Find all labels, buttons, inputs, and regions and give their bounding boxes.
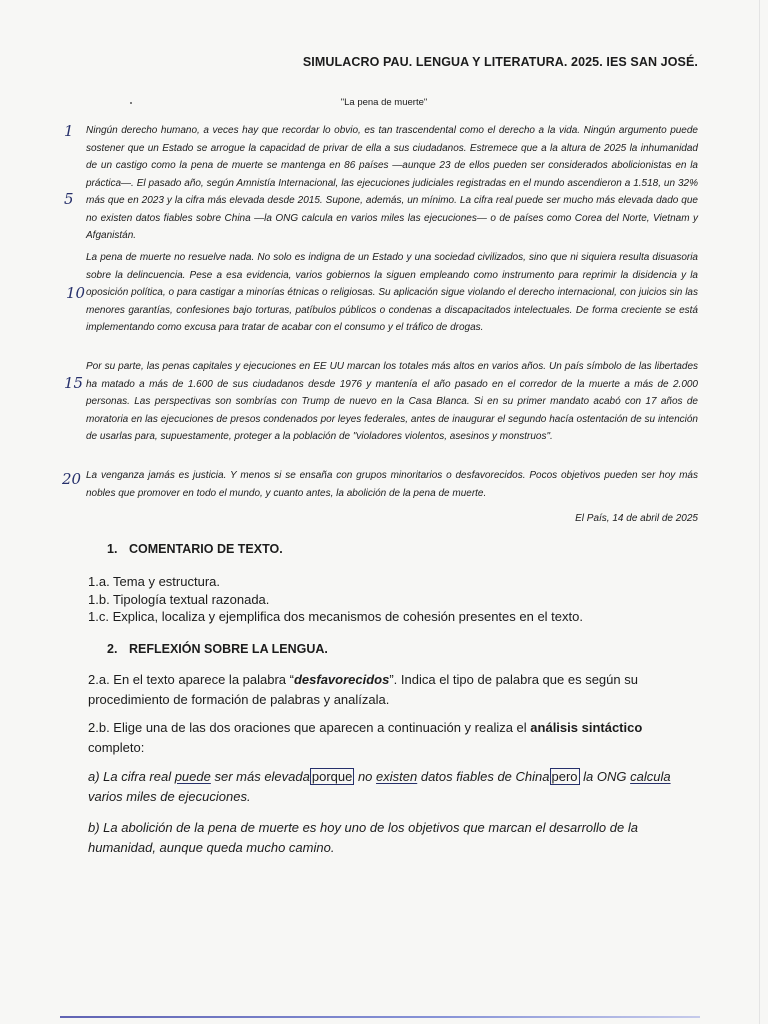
sentence-a-verb-existen: existen — [376, 769, 418, 784]
question-1a: 1.a. Tema y estructura. — [88, 574, 220, 589]
margin-number-10: 10 — [66, 284, 86, 302]
section-2-number: 2. — [107, 642, 118, 656]
question-2a-before: 2.a. En el texto aparece la palabra “ — [88, 672, 294, 687]
section-2-title: REFLEXIÓN SOBRE LA LENGUA. — [129, 642, 328, 656]
section-1-list — [88, 573, 583, 626]
article-paragraph-2: La pena de muerte no resuelve nada. No solo es indigna de un Estado y una sociedad civilizados, sino que ni siquiera resulta disuasoria sobre la delincuencia. Pese a esa evidencia, varios gobiernos la siguen empleando como instrumento para reprimir la disidencia y la oposición política, o para castigar a minorías étnicas o religiosas. Su aplicación sigue violando el derecho internacional, con juicios sin las menores garantías, confesiones bajo torturas, patíbulos públicos o condenas a discapacitados intelectuales. De forma creciente se está implementando como excusa para tratar de acabar con el consumo y el tráfico de drogas. — [86, 252, 698, 333]
scan-dot — [130, 102, 132, 104]
sentence-a-part: la ONG — [579, 769, 631, 784]
question-2b — [88, 718, 700, 758]
question-2b-before: 2.b. Elige una de las dos oraciones que aparecen a continuación y realiza el — [88, 720, 531, 735]
question-2a — [88, 670, 700, 710]
sentence-a-part: a) La cifra real — [88, 769, 175, 784]
sentence-a-part: no — [354, 769, 377, 784]
exam-header-title: SIMULACRO PAU. LENGUA Y LITERATURA. 2025. IES SAN JOSÉ. — [302, 55, 698, 69]
article-paragraph-4: La venganza jamás es justicia. Y menos si se ensaña con grupos minoritarios o desfavorecidos. Pocos objetivos pueden ser hoy más nobles que promover en todo el mundo, y cuanto antes, la abolición de la pena de muerte. — [86, 470, 698, 499]
scan-ink-line — [60, 1016, 700, 1018]
text-title: "La pena de muerte" — [340, 97, 428, 108]
article-source: El País, 14 de abril de 2025 — [575, 513, 698, 524]
sentence-a-conj-porque: porque — [311, 769, 353, 784]
sentence-a — [88, 767, 700, 807]
sentence-a-part: datos fiables de China — [417, 769, 550, 784]
sentence-a-verb-calcula: calcula — [630, 769, 671, 784]
question-2a-word: desfavorecidos — [293, 672, 390, 687]
section-2-heading — [107, 642, 328, 656]
section-1-number: 1. — [107, 542, 118, 556]
question-2b-after: completo: — [88, 740, 145, 755]
section-1-heading — [107, 542, 283, 556]
question-1c: 1.c. Explica, localiza y ejemplifica dos mecanismos de cohesión presentes en el texto. — [88, 609, 583, 624]
section-1-title: COMENTARIO DE TEXTO. — [129, 542, 283, 556]
question-1b: 1.b. Tipología textual razonada. — [88, 591, 270, 607]
sentence-a-conj-pero: pero — [551, 769, 578, 784]
margin-number-20: 20 — [62, 470, 82, 488]
article-paragraph-3: Por su parte, las penas capitales y ejecuciones en EE UU marcan los totales más altos en varios años. Un país símbolo de las libertades ha matado a más de 1.600 de sus ciudadanos desde 1976 y mantenía el año pasado en el corredor de la muerte a más de 2.000 personas. Las perspectivas son sombrías con Trump de nuevo en la Casa Blanca. Si en su primer mandato acabó con 17 años de moratoria en las ejecuciones de presos condenados por leyes federales, antes de inaugurar el segundo hacía ostentación de su intención de usarlas para, supuestamente, proteger a la población de "violadores violentos, asesinos y monstruos". — [86, 361, 698, 442]
sentence-a-part: varios miles de ejecuciones. — [88, 789, 251, 804]
question-2a-after: ”. Indica el tipo de palabra que es según su procedimiento de formación de palabras y analízala. — [88, 672, 638, 707]
sentence-b: b) La abolición de la pena de muerte es hoy uno de los objetivos que marcan el desarrollo de la humanidad, aunque queda mucho camino. — [88, 820, 638, 855]
sentence-a-verb-puede: puede — [174, 769, 211, 784]
margin-number-1: 1 — [64, 122, 74, 140]
margin-number-15: 15 — [64, 374, 84, 392]
question-2b-bold: análisis sintáctico — [530, 720, 643, 735]
margin-number-5: 5 — [64, 190, 74, 208]
sentence-a-part: ser más elevada — [210, 769, 310, 784]
article-paragraph-1: Ningún derecho humano, a veces hay que recordar lo obvio, es tan trascendental como el derecho a la vida. Ningún argumento puede sostener que un Estado se arrogue la capacidad de privar de ella a sus ciudadanos. Estremece que a la altura de 2025 la inhumanidad de un castigo como la pena de muerte se mantenga en 86 países —aunque 23 de ellos pueden ser considerados abolicionistas en la práctica—. El pasado año, según Amnistía Internacional, las ejecuciones judiciales registradas en el mundo ascendieron a 1.518, un 32% más que en 2023 y la cifra más elevada desde 2015. Supone, además, un mínimo. La cifra real puede ser mucho más elevada dado que no existen datos fiables sobre China —la ONG calcula en varios miles las ejecuciones— o de países como Corea del Norte, Vietnam y Afganistán. — [86, 125, 698, 241]
page-edge — [759, 0, 760, 1024]
